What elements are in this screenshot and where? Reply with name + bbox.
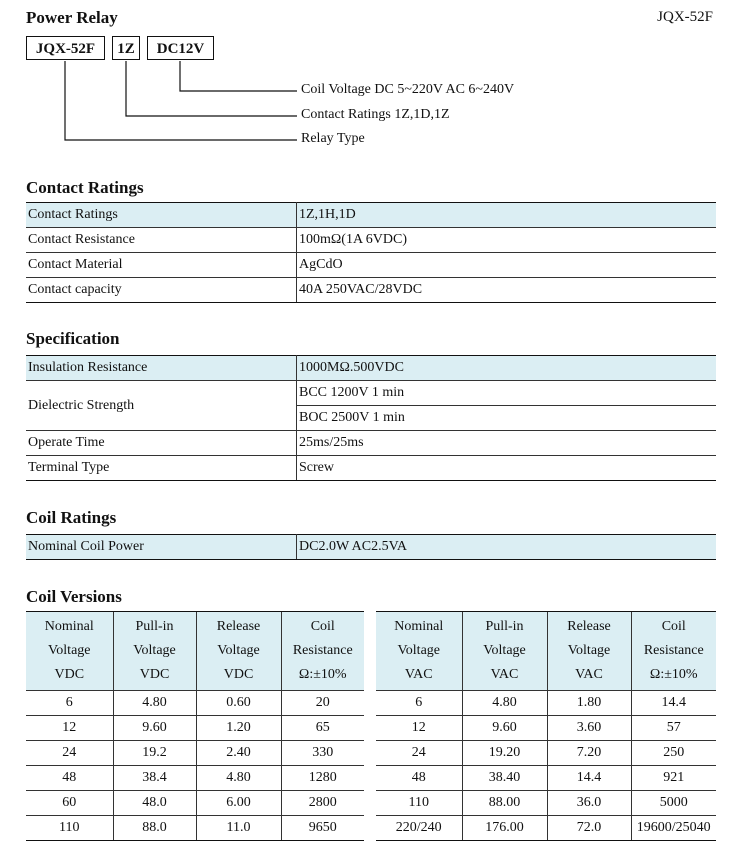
table-row bbox=[26, 741, 364, 766]
ac-header-resistance: Coil Resistance Ω:±10% bbox=[631, 612, 716, 691]
row-value: 1000MΩ.500VDC bbox=[297, 356, 717, 381]
ac-table-body bbox=[376, 691, 716, 841]
table-cell: 48 bbox=[26, 766, 113, 791]
table-cell: 19.2 bbox=[113, 741, 196, 766]
table-cell: 20 bbox=[281, 691, 364, 716]
row-value: 1Z,1H,1D bbox=[297, 203, 717, 228]
contact-ratings-label: Contact Ratings 1Z,1D,1Z bbox=[301, 107, 450, 122]
table-cell: 12 bbox=[376, 716, 462, 741]
coil-ratings-table bbox=[26, 534, 716, 560]
table-cell: 176.00 bbox=[462, 816, 547, 841]
table-cell: 11.0 bbox=[196, 816, 281, 841]
ac-header-release: Release Voltage VAC bbox=[547, 612, 631, 691]
table-cell: 24 bbox=[376, 741, 462, 766]
row-key: Contact Ratings bbox=[26, 203, 297, 228]
table-cell: 1.20 bbox=[196, 716, 281, 741]
table-row bbox=[26, 791, 364, 816]
table-cell: 60 bbox=[26, 791, 113, 816]
table-cell: 9650 bbox=[281, 816, 364, 841]
table-cell: 38.40 bbox=[462, 766, 547, 791]
table-row bbox=[376, 741, 716, 766]
row-key: Operate Time bbox=[26, 431, 297, 456]
code-coil-voltage: DC12V bbox=[147, 36, 214, 60]
table-cell: 6 bbox=[376, 691, 462, 716]
code-relay-type: JQX-52F bbox=[26, 36, 105, 60]
relay-type-label: Relay Type bbox=[301, 131, 365, 146]
table-cell: 57 bbox=[631, 716, 716, 741]
table-cell: 3.60 bbox=[547, 716, 631, 741]
ordering-leader-lines bbox=[0, 0, 739, 160]
row-value: BCC 1200V 1 min bbox=[297, 381, 717, 406]
table-cell: 14.4 bbox=[547, 766, 631, 791]
table-cell: 4.80 bbox=[196, 766, 281, 791]
code-contact: 1Z bbox=[112, 36, 140, 60]
table-row bbox=[376, 816, 716, 841]
table-row bbox=[26, 716, 364, 741]
dc-header-release: Release Voltage VDC bbox=[196, 612, 281, 691]
table-cell: 12 bbox=[26, 716, 113, 741]
table-cell: 6 bbox=[26, 691, 113, 716]
row-key: Terminal Type bbox=[26, 456, 297, 481]
table-row bbox=[376, 766, 716, 791]
dc-header-nominal: Nominal Voltage VDC bbox=[26, 612, 113, 691]
table-cell: 65 bbox=[281, 716, 364, 741]
row-key: Contact capacity bbox=[26, 278, 297, 303]
table-row bbox=[26, 766, 364, 791]
table-cell: 88.0 bbox=[113, 816, 196, 841]
contact-ratings-table bbox=[26, 202, 716, 303]
table-cell: 19.20 bbox=[462, 741, 547, 766]
table-cell: 1280 bbox=[281, 766, 364, 791]
table-cell: 72.0 bbox=[547, 816, 631, 841]
row-value: Screw bbox=[297, 456, 717, 481]
table-cell: 1.80 bbox=[547, 691, 631, 716]
table-cell: 36.0 bbox=[547, 791, 631, 816]
table-row bbox=[26, 278, 716, 303]
table-row bbox=[26, 253, 716, 278]
coil-versions-heading: Coil Versions bbox=[26, 587, 122, 606]
table-cell: 330 bbox=[281, 741, 364, 766]
dc-table-body bbox=[26, 691, 364, 841]
dc-header-pullin: Pull-in Voltage VDC bbox=[113, 612, 196, 691]
table-cell: 4.80 bbox=[113, 691, 196, 716]
coil-ratings-heading: Coil Ratings bbox=[26, 508, 117, 527]
table-cell: 5000 bbox=[631, 791, 716, 816]
specification-heading: Specification bbox=[26, 329, 120, 348]
row-key: Contact Material bbox=[26, 253, 297, 278]
table-cell: 88.00 bbox=[462, 791, 547, 816]
row-value: AgCdO bbox=[297, 253, 717, 278]
table-cell: 2.40 bbox=[196, 741, 281, 766]
row-value: 40A 250VAC/28VDC bbox=[297, 278, 717, 303]
dc-coil-table bbox=[26, 611, 364, 841]
table-cell: 9.60 bbox=[113, 716, 196, 741]
dc-header-resistance: Coil Resistance Ω:±10% bbox=[281, 612, 364, 691]
table-cell: 220/240 bbox=[376, 816, 462, 841]
table-cell: 38.4 bbox=[113, 766, 196, 791]
table-cell: 48 bbox=[376, 766, 462, 791]
table-cell: 9.60 bbox=[462, 716, 547, 741]
row-key: Dielectric Strength bbox=[26, 381, 297, 431]
model-code: JQX-52F bbox=[657, 9, 713, 25]
table-row bbox=[26, 431, 716, 456]
table-cell: 14.4 bbox=[631, 691, 716, 716]
row-key: Contact Resistance bbox=[26, 228, 297, 253]
row-value: BOC 2500V 1 min bbox=[297, 406, 717, 431]
table-row bbox=[26, 356, 716, 381]
table-cell: 7.20 bbox=[547, 741, 631, 766]
table-row bbox=[26, 381, 716, 406]
ac-header-nominal: Nominal Voltage VAC bbox=[376, 612, 462, 691]
row-value: 25ms/25ms bbox=[297, 431, 717, 456]
row-key: Nominal Coil Power bbox=[26, 535, 297, 560]
page-title: Power Relay bbox=[26, 8, 118, 27]
table-row bbox=[26, 535, 716, 560]
ac-coil-table bbox=[376, 611, 716, 841]
table-row bbox=[26, 228, 716, 253]
table-cell: 19600/25040 bbox=[631, 816, 716, 841]
ac-header-pullin: Pull-in Voltage VAC bbox=[462, 612, 547, 691]
table-cell: 0.60 bbox=[196, 691, 281, 716]
table-row bbox=[26, 456, 716, 481]
row-value: DC2.0W AC2.5VA bbox=[297, 535, 717, 560]
table-cell: 250 bbox=[631, 741, 716, 766]
table-cell: 2800 bbox=[281, 791, 364, 816]
row-value: 100mΩ(1A 6VDC) bbox=[297, 228, 717, 253]
table-cell: 24 bbox=[26, 741, 113, 766]
table-cell: 921 bbox=[631, 766, 716, 791]
table-row bbox=[26, 203, 716, 228]
row-key: Insulation Resistance bbox=[26, 356, 297, 381]
contact-ratings-heading: Contact Ratings bbox=[26, 178, 144, 197]
table-row bbox=[376, 716, 716, 741]
table-cell: 48.0 bbox=[113, 791, 196, 816]
table-row bbox=[376, 791, 716, 816]
table-cell: 110 bbox=[376, 791, 462, 816]
table-cell: 110 bbox=[26, 816, 113, 841]
table-cell: 6.00 bbox=[196, 791, 281, 816]
table-row bbox=[26, 816, 364, 841]
table-cell: 4.80 bbox=[462, 691, 547, 716]
coil-voltage-label: Coil Voltage DC 5~220V AC 6~240V bbox=[301, 82, 515, 97]
table-row bbox=[26, 691, 364, 716]
table-row bbox=[376, 691, 716, 716]
specification-table bbox=[26, 355, 716, 481]
